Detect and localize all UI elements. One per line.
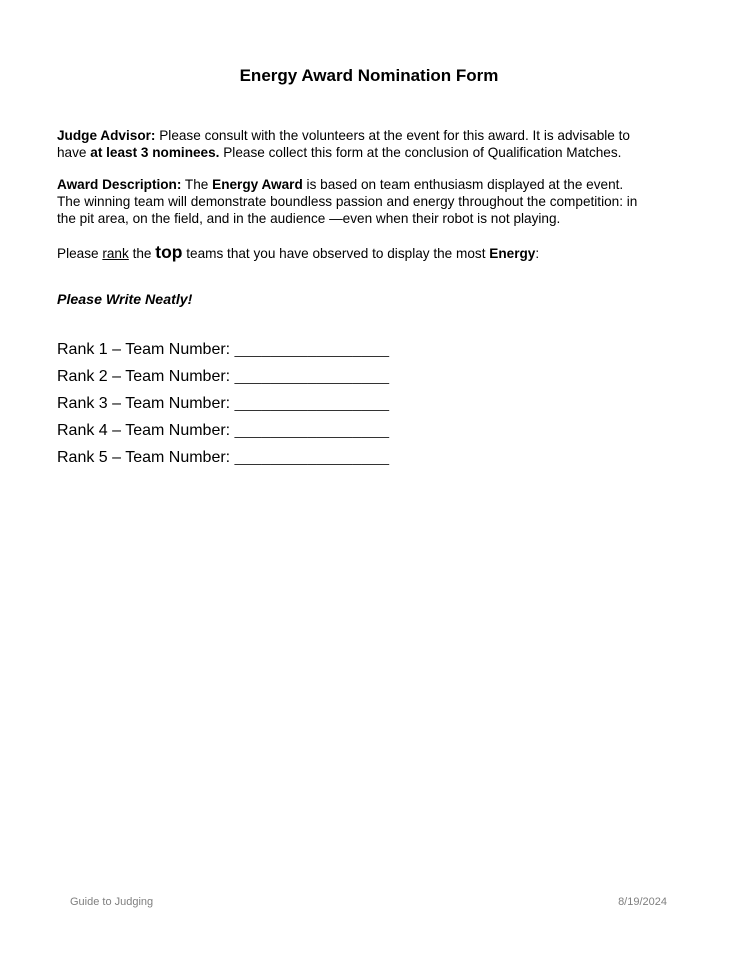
text-run: Please — [57, 246, 103, 261]
text-run: Please Write Neatly! — [57, 292, 193, 308]
text-run: at least 3 nominees. — [90, 145, 220, 160]
team-number-blank[interactable]: _________________ — [234, 341, 390, 358]
rank-instruction — [57, 244, 539, 261]
rank-fields — [57, 341, 389, 476]
text-run: Please collect this form at the conclusion of Qualification Matches. — [219, 145, 622, 160]
page-title: Energy Award Nomination Form — [239, 66, 499, 85]
text-run: Please consult with the volunteers at the event for this award. It is advisable to — [155, 128, 630, 143]
write-neatly-note — [57, 291, 192, 308]
rank-field-row — [57, 449, 389, 476]
text-run: : — [535, 246, 540, 261]
rank-label: Rank 2 – Team Number: — [57, 368, 235, 385]
team-number-blank[interactable]: _________________ — [234, 368, 390, 385]
text-run: Energy Award — [212, 177, 303, 192]
rank-field-row — [57, 368, 389, 395]
team-number-blank[interactable]: _________________ — [234, 395, 390, 412]
page-footer — [0, 896, 738, 910]
text-run: The — [181, 177, 213, 192]
rank-label: Rank 4 – Team Number: — [57, 422, 235, 439]
rank-label: Rank 1 – Team Number: — [57, 341, 235, 358]
text-run: teams that you have observed to display the most — [182, 246, 490, 261]
team-number-blank[interactable]: _________________ — [234, 422, 390, 439]
text-run: the pit area, on the field, and in the audience —even when their robot is not playing. — [57, 211, 561, 226]
rank-field-row — [57, 341, 389, 368]
text-run: Energy — [489, 246, 536, 261]
text-line — [57, 176, 637, 193]
text-line — [57, 244, 539, 261]
footer-document-name: Guide to Judging — [70, 896, 154, 908]
text-line — [57, 210, 637, 227]
rank-label: Rank 5 – Team Number: — [57, 449, 235, 466]
team-number-blank[interactable]: _________________ — [234, 449, 390, 466]
text-run: is based on team enthusiasm displayed at the event. — [302, 177, 624, 192]
text-run: the — [128, 246, 156, 261]
text-run: top — [155, 242, 183, 262]
award-description-paragraph — [57, 176, 637, 227]
text-run: Judge Advisor: — [57, 128, 156, 143]
footer-date: 8/19/2024 — [618, 896, 667, 908]
text-line — [57, 193, 637, 210]
text-run: rank — [102, 246, 129, 261]
text-run: The winning team will demonstrate boundless passion and energy throughout the competition: in — [57, 194, 638, 209]
judge-advisor-paragraph — [57, 127, 630, 161]
text-line — [57, 291, 192, 308]
text-run: have — [57, 145, 91, 160]
rank-label: Rank 3 – Team Number: — [57, 395, 235, 412]
rank-field-row — [57, 422, 389, 449]
text-run: Award Description: — [57, 177, 182, 192]
rank-field-row — [57, 395, 389, 422]
text-line — [57, 144, 630, 161]
text-line — [57, 127, 630, 144]
